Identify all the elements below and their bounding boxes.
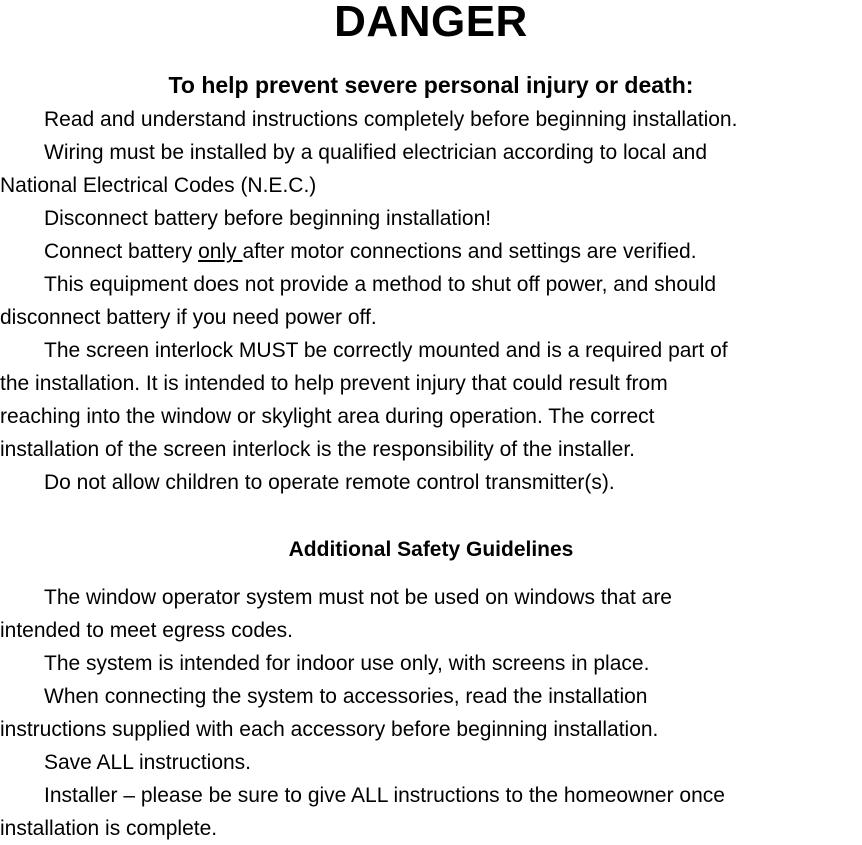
warning-item: Disconnect battery before beginning installation!: [44, 207, 492, 230]
guideline-item: Installer – please be sure to give ALL instructions to the homeowner once installation is complete.: [0, 784, 725, 840]
emphasis-only: only: [198, 240, 243, 263]
guideline-item: Save ALL instructions.: [44, 751, 252, 774]
guidelines-list: [0, 581, 862, 845]
guideline-item: When connecting the system to accessories, read the installation instructions supplied with each accessory before beginning installation.: [0, 685, 659, 741]
guideline-item: The window operator system must not be used on windows that are intended to meet egress codes.: [0, 586, 672, 642]
warning-item: Wiring must be installed by a qualified electrician according to local and National Electrical Codes (N.E.C.): [0, 141, 708, 197]
warning-item: Read and understand instructions completely before beginning installation.: [44, 108, 738, 131]
guideline-item: The system is intended for indoor use only, with screens in place.: [44, 652, 650, 675]
warning-item: Do not allow children to operate remote control transmitter(s).: [44, 471, 615, 494]
danger-subtitle: To help prevent severe personal injury or death:: [168, 72, 694, 98]
danger-title: DANGER: [334, 0, 528, 46]
warning-item: Connect battery only after motor connections and settings are verified.: [44, 240, 697, 263]
warning-item: This equipment does not provide a method to shut off power, and should disconnect battery if you need power off.: [0, 273, 717, 329]
section-heading: Additional Safety Guidelines: [288, 538, 574, 561]
warning-item: The screen interlock MUST be correctly mounted and is a required part of the installation. It is intended to help prevent injury that could result from reaching into the window or skylight area during operation. The correct installation of the screen interlock is the responsibility of the installer.: [0, 339, 728, 461]
danger-warnings-list: [0, 103, 862, 499]
